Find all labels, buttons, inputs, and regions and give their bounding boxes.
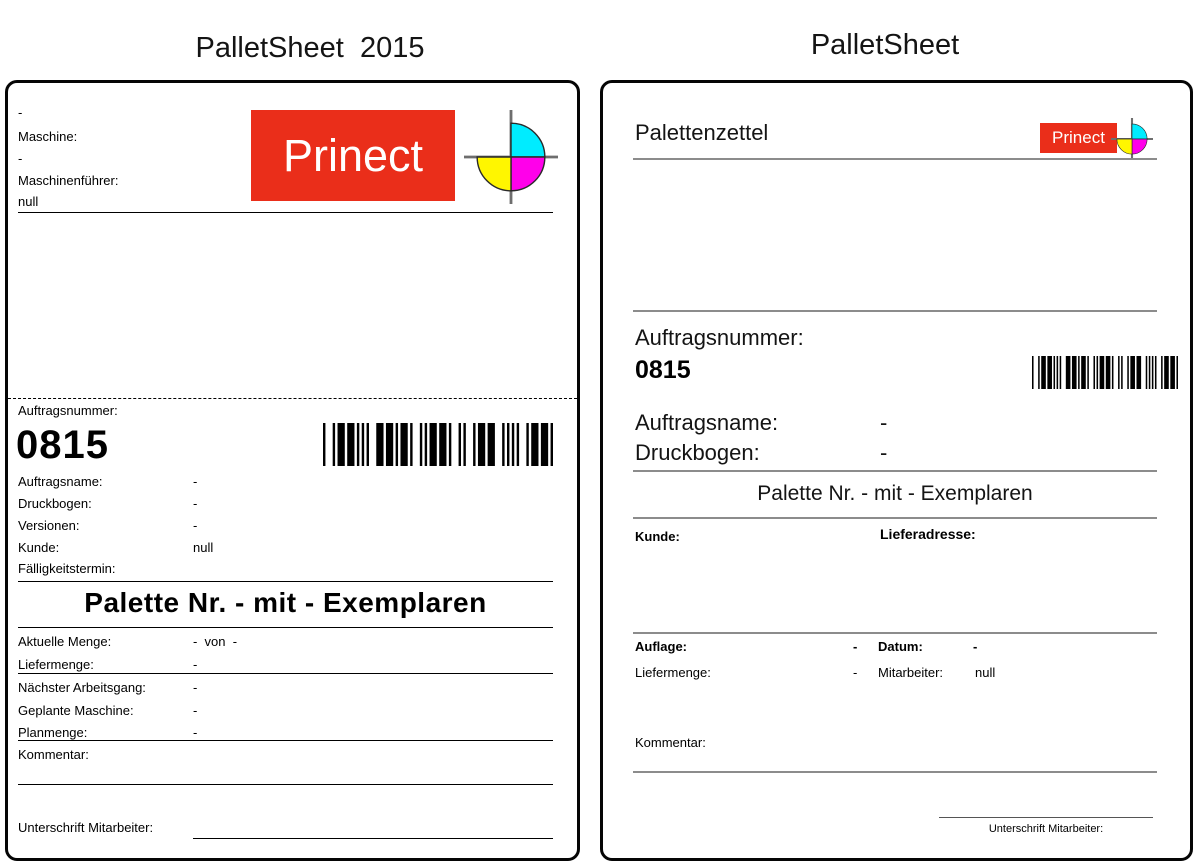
field-value: - bbox=[193, 518, 198, 533]
order-number-label: Auftragsnummer: bbox=[18, 403, 118, 418]
machine-dash-value: - bbox=[18, 105, 23, 120]
comment-label: Kommentar: bbox=[635, 735, 706, 750]
signature-label: Unterschrift Mitarbeiter: bbox=[988, 823, 1104, 835]
field-label: Druckbogen: bbox=[635, 440, 760, 465]
prinect-logo-text: Prinect bbox=[1052, 128, 1105, 147]
left-sheet-title: PalletSheet 2015 bbox=[195, 32, 425, 64]
field-label: Auftragsname: bbox=[18, 474, 103, 489]
field-value: - bbox=[880, 410, 888, 435]
field-value: - bbox=[193, 703, 198, 718]
document-title: Palettenzettel bbox=[635, 120, 769, 145]
field-value: null bbox=[975, 665, 996, 680]
field-label: Auflage: bbox=[635, 639, 687, 654]
customer-label: Kunde: bbox=[635, 529, 680, 544]
perforation-dashed-line bbox=[8, 398, 577, 399]
order-number-label: Auftragsnummer: bbox=[635, 325, 804, 350]
field-value: - bbox=[853, 665, 858, 680]
machine-dash-value-2: - bbox=[18, 151, 23, 166]
divider-line bbox=[633, 310, 1157, 312]
divider-line bbox=[18, 212, 553, 213]
pallet-heading: Palette Nr. - mit - Exemplaren bbox=[757, 482, 1033, 505]
field-label: Datum: bbox=[878, 639, 923, 654]
field-label: Fälligkeitstermin: bbox=[18, 561, 116, 576]
left-sheet bbox=[5, 80, 580, 861]
field-value: - bbox=[973, 639, 978, 654]
comment-writing-line bbox=[633, 771, 1157, 773]
field-label: Auftragsname: bbox=[635, 410, 779, 435]
order-number-barcode bbox=[1032, 356, 1178, 389]
field-value: - bbox=[193, 725, 198, 740]
order-number-barcode bbox=[323, 423, 553, 466]
signature-line bbox=[939, 817, 1153, 818]
divider-line bbox=[633, 470, 1157, 472]
operator-value: null bbox=[18, 194, 39, 209]
field-label: Liefermenge: bbox=[635, 665, 711, 680]
signature-label: Unterschrift Mitarbeiter: bbox=[18, 820, 154, 835]
field-label: Planmenge: bbox=[18, 725, 88, 740]
field-value: null bbox=[193, 540, 214, 555]
signature-line bbox=[193, 838, 553, 839]
right-sheet-title: PalletSheet bbox=[810, 29, 960, 61]
divider-line bbox=[633, 158, 1157, 160]
order-number-value: 0815 bbox=[635, 356, 691, 384]
comment-writing-line bbox=[18, 784, 553, 785]
divider-line bbox=[18, 740, 553, 741]
field-label: Liefermenge: bbox=[18, 657, 94, 672]
field-label: Nächster Arbeitsgang: bbox=[18, 680, 146, 695]
prinect-logo bbox=[251, 110, 455, 201]
field-label: Druckbogen: bbox=[18, 496, 92, 511]
field-label: Kunde: bbox=[18, 540, 60, 555]
prinect-logo-text: Prinect bbox=[282, 129, 424, 181]
prinect-logo bbox=[1040, 123, 1117, 153]
field-value: - bbox=[193, 657, 198, 672]
divider-line bbox=[633, 517, 1157, 519]
field-label: Geplante Maschine: bbox=[18, 703, 134, 718]
comment-label: Kommentar: bbox=[18, 747, 89, 762]
delivery-address-label: Lieferadresse: bbox=[880, 526, 976, 542]
field-value: - von - bbox=[193, 634, 238, 649]
right-sheet bbox=[600, 80, 1193, 861]
order-number-value: 0815 bbox=[16, 423, 109, 467]
machine-label: Maschine: bbox=[18, 129, 78, 144]
field-value: - bbox=[193, 680, 198, 695]
field-label: Versionen: bbox=[18, 518, 80, 533]
divider-line bbox=[18, 581, 553, 582]
field-value: - bbox=[880, 440, 888, 465]
divider-line bbox=[633, 632, 1157, 634]
registration-color-wheel-icon bbox=[464, 110, 558, 204]
registration-color-wheel-icon bbox=[1111, 118, 1153, 160]
field-value: - bbox=[193, 496, 198, 511]
field-value: - bbox=[193, 474, 198, 489]
operator-label: Maschinenführer: bbox=[18, 173, 119, 188]
divider-line bbox=[18, 627, 553, 628]
field-value: - bbox=[853, 639, 858, 654]
field-label: Mitarbeiter: bbox=[878, 665, 944, 680]
divider-line bbox=[18, 673, 553, 674]
field-label: Aktuelle Menge: bbox=[18, 634, 112, 649]
pallet-heading: Palette Nr. - mit - Exemplaren bbox=[84, 587, 487, 618]
